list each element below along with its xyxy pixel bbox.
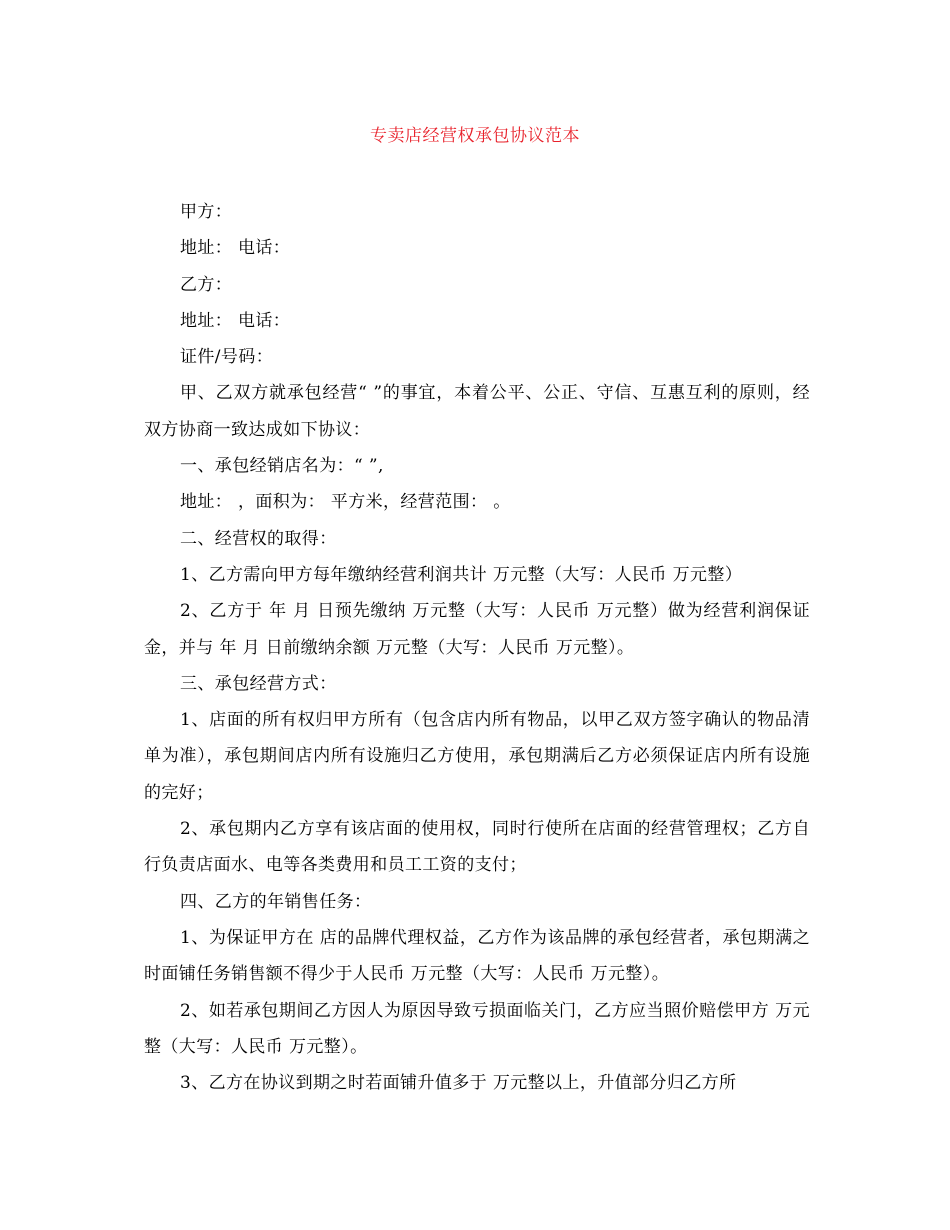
paragraph-party-a-address-phone: 地址： 电话： (180, 238, 291, 259)
paragraph-party-a: 甲方： (180, 202, 233, 222)
document-body (144, 194, 810, 1101)
paragraph-section-2-item-1: 1、乙方需向甲方每年缴纳经营利润共计 万元整（大写：人民币 万元整） (180, 564, 743, 585)
paragraph-section-3-item-1: 1、店面的所有权归甲方所有（包含店内所有物品，以甲乙双方签字确认的物品清单为准），承包期间店内所有设施归乙方使用，承包期满后乙方必须保证店内所有设施的完好； (144, 710, 810, 803)
paragraph-party-b-address-phone: 地址： 电话： (180, 310, 291, 331)
paragraph-preamble: 甲、乙双方就承包经营“ ”的事宜，本着公平、公正、守信、互惠互利的原则，经双方协商一致达成如下协议： (144, 383, 810, 440)
paragraph-section-2: 二、经营权的取得： (180, 528, 337, 549)
paragraph-store-address: 地址： ，面积为： 平方米，经营范围： 。 (180, 492, 511, 513)
paragraph-section-1: 一、承包经销店名为：“ ”, (180, 456, 384, 477)
paragraph-id-number: 证件/号码： (180, 347, 274, 368)
paragraph-section-4-item-2: 2、如若承包期间乙方因人为原因导致亏损面临关门，乙方应当照价赔偿甲方 万元整（大写：人民币 万元整）。 (144, 1000, 810, 1057)
paragraph-section-3: 三、承包经营方式： (180, 673, 337, 694)
paragraph-section-3-item-2: 2、承包期内乙方享有该店面的使用权，同时行使所在店面的经营管理权；乙方自行负责店面水、电等各类费用和员工工资的支付； (144, 819, 810, 876)
paragraph-section-2-item-2: 2、乙方于 年 月 日预先缴纳 万元整（大写：人民币 万元整）做为经营利润保证金，并与 年 月 日前缴纳余额 万元整（大写：人民币 万元整）。 (144, 601, 810, 658)
document-title: 专卖店经营权承包协议范本 (370, 126, 580, 146)
paragraph-section-4-item-3: 3、乙方在协议到期之时若面铺升值多于 万元整以上，升值部分归乙方所 (180, 1073, 737, 1094)
paragraph-party-b: 乙方： (180, 274, 233, 295)
paragraph-section-4: 四、乙方的年销售任务： (180, 891, 372, 912)
paragraph-section-4-item-1: 1、为保证甲方在 店的品牌代理权益，乙方作为该品牌的承包经营者，承包期满之时面铺任务销售额不得少于人民币 万元整（大写：人民币 万元整）。 (144, 927, 810, 985)
